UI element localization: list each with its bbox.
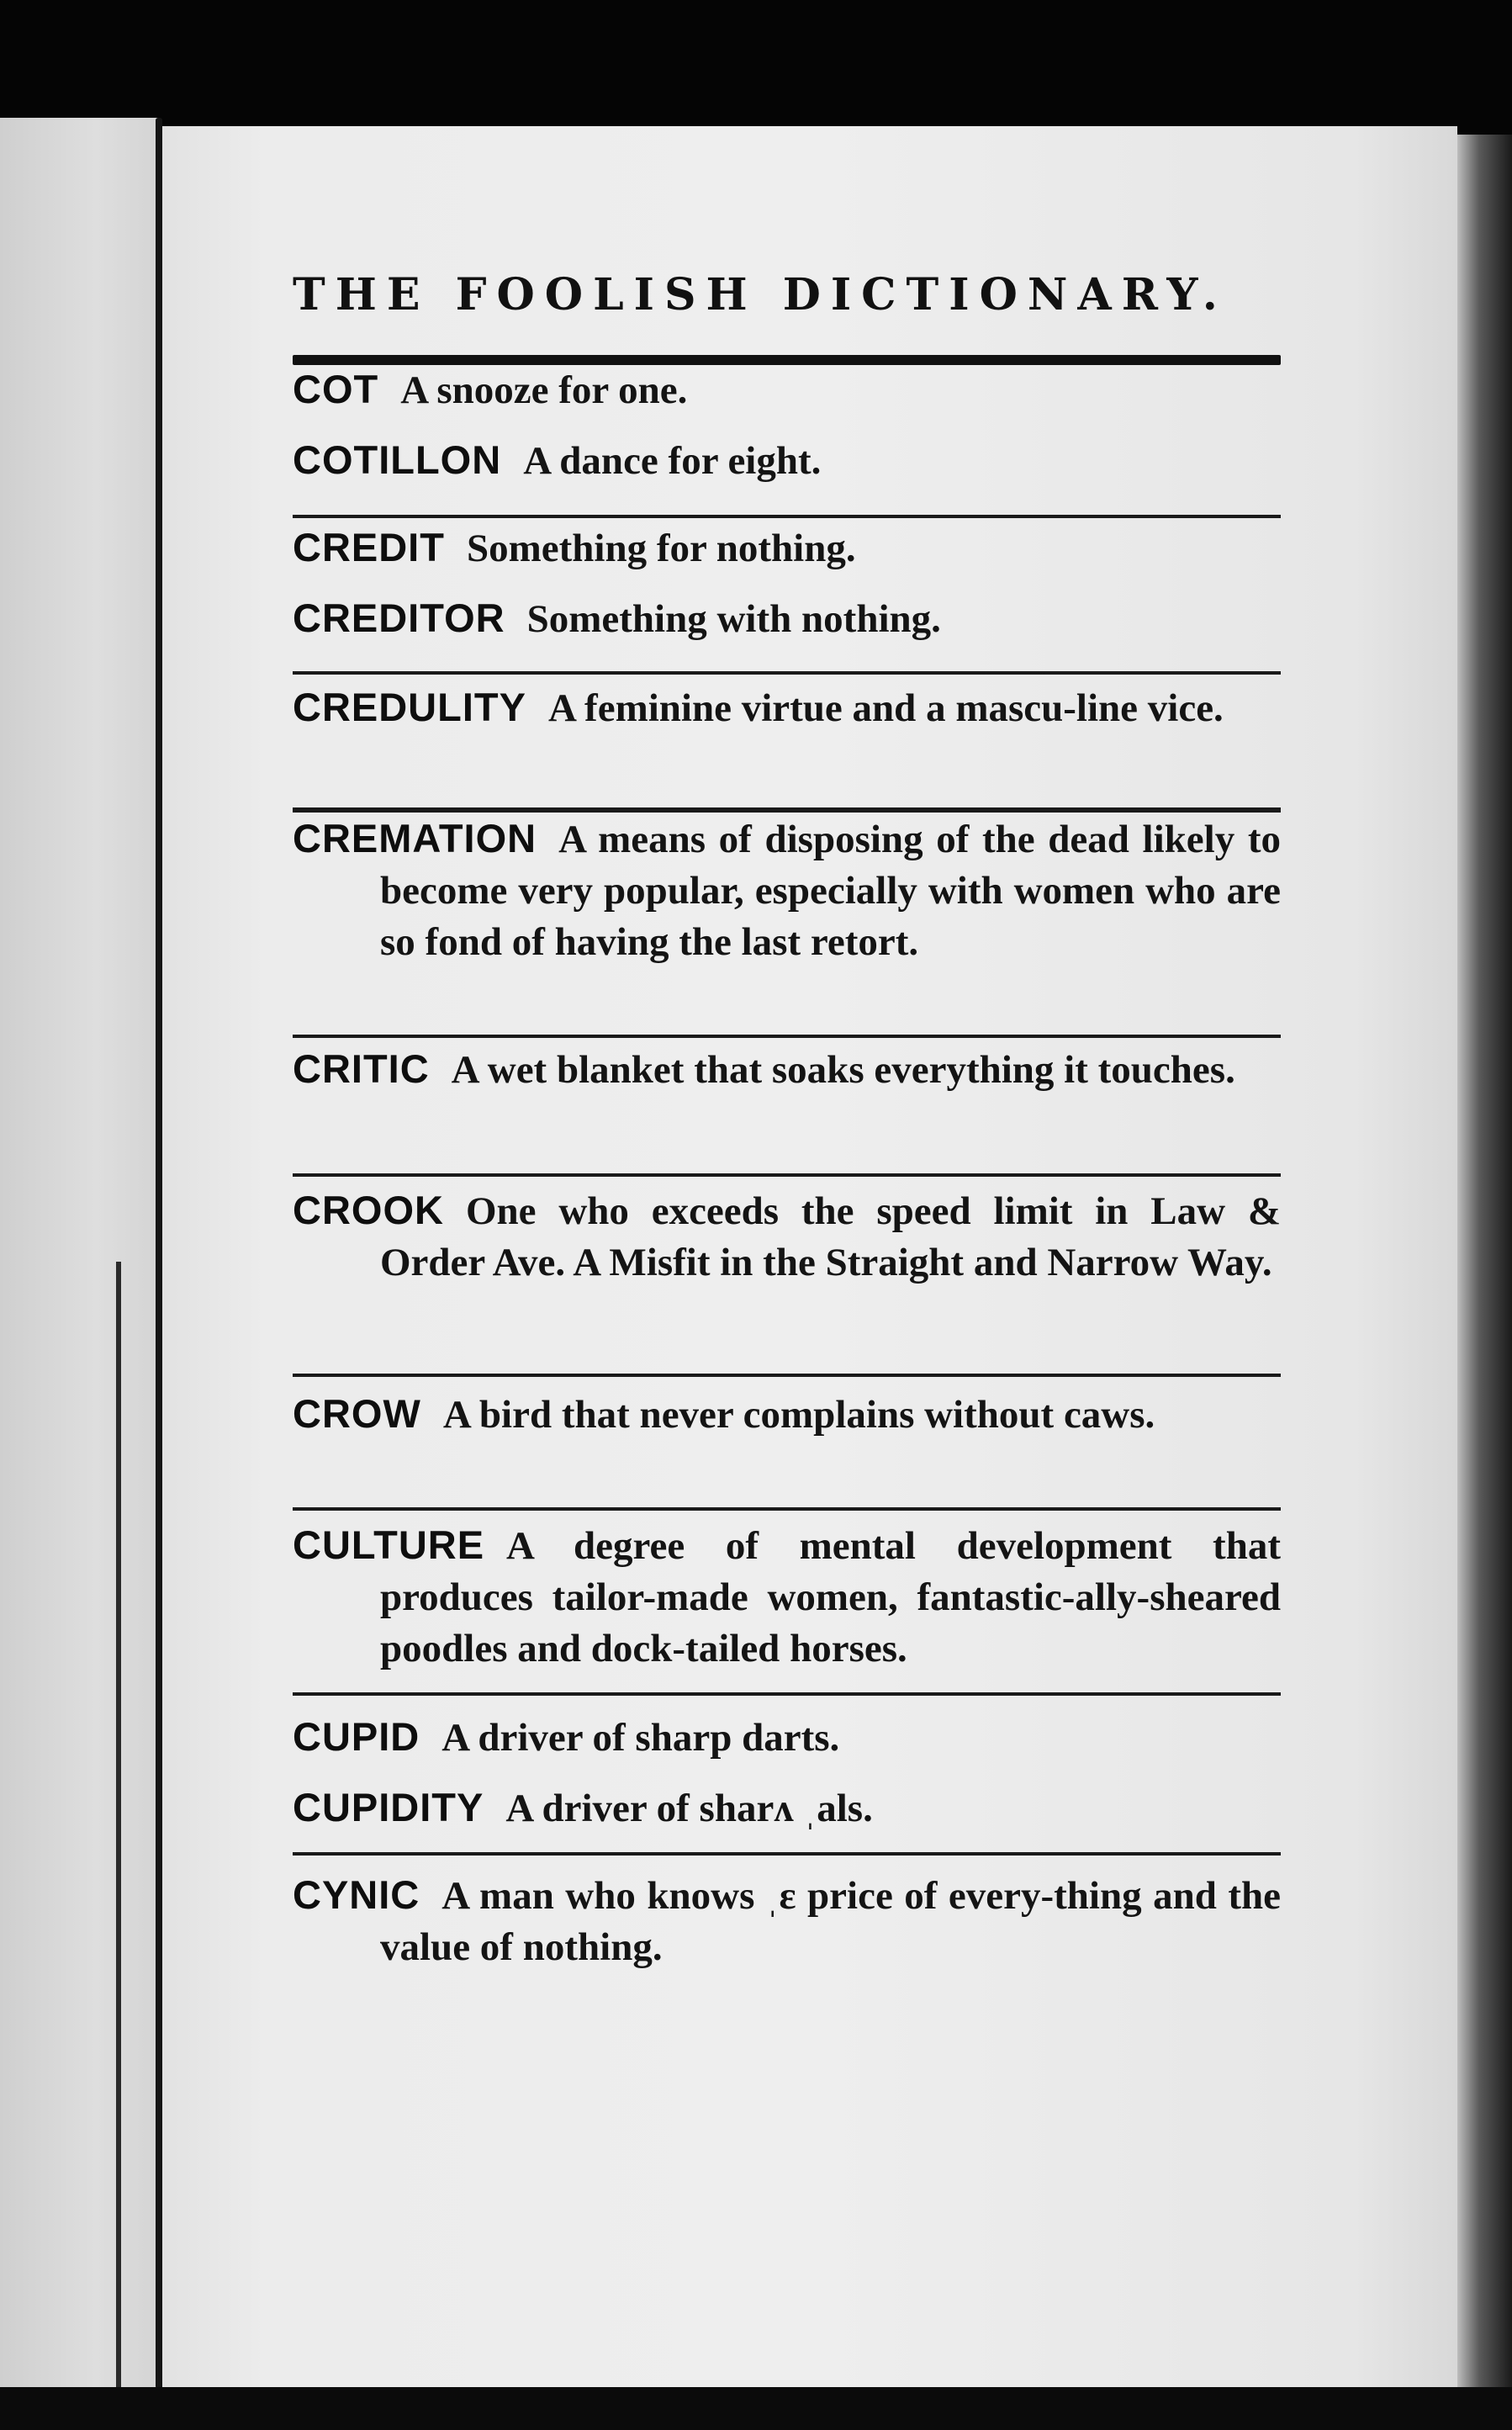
entry-divider	[293, 671, 1281, 675]
entry-definition: A bird that never complains without caws.	[442, 1393, 1155, 1437]
entry-cynic	[293, 1869, 1281, 1973]
page-shadow-line	[116, 1262, 121, 2389]
entry-crook	[293, 1184, 1281, 1289]
entry-definition: A degree of mental development that produces tailor-made women, fantastic-ally-sheared poodles and dock-tailed horses.	[380, 1524, 1281, 1670]
entry-term: CREDIT	[293, 525, 445, 569]
entry-term: COTILLON	[293, 437, 502, 482]
entry-term: CUPID	[293, 1714, 420, 1759]
entry-definition: A man who knows ˌε price of every-thing and the value of nothing.	[380, 1874, 1281, 1969]
entry-term: CYNIC	[293, 1872, 420, 1917]
entry-divider	[293, 515, 1281, 518]
entry-divider	[293, 1173, 1281, 1177]
entry-term: CULTURE	[293, 1522, 485, 1567]
entry-term: CREMATION	[293, 816, 537, 860]
entry-definition: A driver of sharp darts.	[441, 1716, 840, 1760]
entry-crow	[293, 1388, 1281, 1441]
dictionary-page	[162, 126, 1457, 2389]
entry-term: CROOK	[293, 1188, 444, 1232]
entry-term: CRITIC	[293, 1046, 430, 1091]
entry-definition: Something with nothing.	[526, 597, 941, 641]
entry-term: CROW	[293, 1391, 421, 1436]
entry-cot	[293, 363, 1281, 416]
entry-culture	[293, 1519, 1281, 1675]
entry-term: CREDITOR	[293, 596, 505, 640]
page-right-edge	[1457, 135, 1512, 2389]
entry-definition: Something for nothing.	[466, 527, 856, 570]
entry-divider	[293, 1507, 1281, 1511]
entry-credulity	[293, 681, 1281, 734]
entry-cotillon	[293, 434, 1281, 487]
entry-creditor	[293, 592, 1281, 645]
entry-credit	[293, 521, 1281, 574]
adjacent-page-edge	[0, 118, 160, 2389]
entry-divider	[293, 1852, 1281, 1856]
entry-cupidity	[293, 1781, 1281, 1834]
entry-definition: A dance for eight.	[523, 439, 822, 483]
entry-definition: A means of disposing of the dead likely to become very popular, especially with women who are so fond of having the last retort.	[380, 818, 1281, 964]
entry-cupid	[293, 1711, 1281, 1764]
book-gutter	[156, 118, 162, 2389]
entry-divider	[293, 1035, 1281, 1038]
running-header: THE FOOLISH DICTIONARY.	[293, 269, 1228, 320]
entry-definition: A wet blanket that soaks everything it touches.	[451, 1048, 1235, 1092]
entry-cremation	[293, 813, 1281, 968]
entry-term: CUPIDITY	[293, 1785, 484, 1829]
entry-term: COT	[293, 367, 379, 411]
entry-divider	[293, 1692, 1281, 1696]
scan-bottom-border	[0, 2387, 1512, 2430]
entry-term: CREDULITY	[293, 685, 526, 729]
entry-definition: A feminine virtue and a mascu-line vice.	[547, 686, 1224, 730]
entry-definition: One who exceeds the speed limit in Law & Order Ave. A Misfit in the Straight and Narrow Way.	[380, 1189, 1281, 1284]
entry-critic	[293, 1043, 1281, 1096]
entry-divider	[293, 1374, 1281, 1377]
entry-definition: A driver of sharʌ ˌals.	[505, 1787, 873, 1830]
entry-definition: A snooze for one.	[400, 368, 688, 412]
